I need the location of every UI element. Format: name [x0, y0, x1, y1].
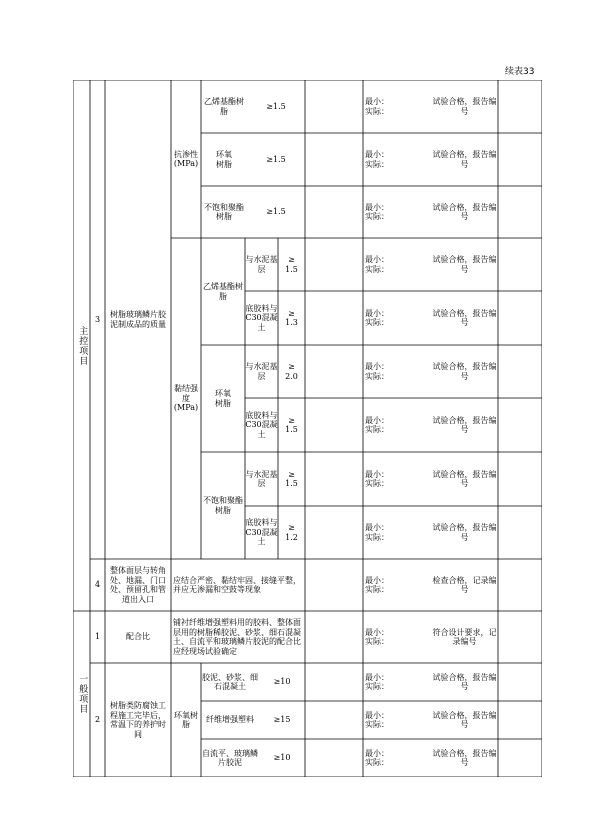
material-type: 自流平、玻璃鳞片胶泥: [202, 748, 258, 767]
resin-type: 环氧树脂: [174, 710, 198, 729]
substrate-type: 与水泥基层: [245, 255, 278, 274]
standard-value: ≥1.5: [266, 154, 286, 164]
result-text: 试验合格，报告编号: [432, 202, 497, 221]
measure-field: 最小： 实际：: [365, 362, 389, 381]
standard-value: ≥10: [273, 677, 291, 687]
standard-value: ≥15: [273, 715, 291, 725]
measure-field: 最小： 实际：: [365, 748, 389, 767]
substrate-type: 底胶料与C30混凝土: [245, 518, 278, 547]
result-text: 试验合格，报告编号: [432, 710, 497, 729]
standard-value: ≥ 1.5: [285, 415, 298, 434]
standard-value: ≥ 2.0: [285, 362, 298, 381]
result-text: 符合设计要求，记录编号: [432, 627, 497, 646]
result-text: 试验合格，报告编号: [432, 523, 497, 542]
item-name: 配合比: [126, 632, 150, 642]
result-text: 试验合格，报告编号: [432, 308, 497, 327]
result-text: 试验合格，报告编号: [432, 150, 497, 169]
substrate-type: 与水泥基层: [245, 469, 278, 488]
result-text: 检查合格，记录编号: [432, 575, 497, 594]
measure-field: 最小： 实际：: [365, 575, 389, 594]
item-name: 树脂玻璃鳞片胶泥制成品的质量: [110, 310, 166, 329]
standard-value: ≥10: [273, 753, 291, 763]
measure-field: 最小： 实际：: [365, 308, 389, 327]
resin-type: 乙烯基酯树脂: [203, 282, 243, 301]
general-section-label: 一般项目: [77, 674, 88, 714]
substrate-type: 底胶料与C30混凝土: [245, 303, 278, 332]
inspection-table: [73, 80, 542, 777]
standard-value: ≥ 1.5: [285, 469, 298, 488]
result-text: 试验合格，报告编号: [432, 415, 497, 434]
measure-field: 最小： 实际：: [365, 202, 389, 221]
result-text: 试验合格，报告编号: [432, 97, 497, 116]
substrate-type: 底胶料与C30混凝土: [245, 410, 278, 439]
standard-value: ≥ 1.2: [285, 523, 298, 542]
substrate-type: 与水泥基层: [245, 362, 278, 381]
item-name: 树脂类防腐蚀工程施工完毕后，常温下的养护时间: [110, 701, 166, 739]
adhesion-label: 黏结强度 (MPa): [173, 384, 199, 413]
standard-value: ≥ 1.3: [285, 308, 298, 327]
measure-field: 最小： 实际：: [365, 672, 389, 691]
measure-field: 最小： 实际：: [365, 150, 389, 169]
measure-field: 最小： 实际：: [365, 469, 389, 488]
measure-field: 最小： 实际：: [365, 415, 389, 434]
material-type: 胶泥、砂浆、细石混凝土: [202, 672, 258, 691]
result-text: 试验合格，报告编号: [432, 748, 497, 767]
standard-value: ≥ 1.5: [285, 255, 298, 274]
material-type: 纤维增强塑料: [206, 715, 254, 725]
item-name: 整体面层与转角处、地漏、门口处、预留孔和管道出入口: [110, 566, 166, 604]
measure-field: 最小： 实际：: [365, 627, 389, 646]
main-section-label: 主控项目: [77, 325, 88, 366]
requirement-text: 铺衬纤维增强塑料用的胶料、整体面层用的树脂稀胶泥、砂浆、细石混凝土、自流平和玻璃鳞片胶泥的配合比应经现场试验确定: [173, 618, 301, 656]
item-number: 3: [94, 314, 101, 324]
standard-value: ≥1.5: [266, 101, 286, 111]
resin-type: 乙烯基酯树脂: [204, 97, 244, 116]
item-number: 2: [94, 715, 101, 725]
item-number: 1: [94, 632, 101, 642]
measure-field: 最小： 实际：: [365, 523, 389, 542]
measure-field: 最小： 实际：: [365, 710, 389, 729]
result-text: 试验合格，报告编号: [432, 362, 497, 381]
resin-type: 环氧 树脂: [215, 389, 231, 408]
item-number: 4: [94, 580, 101, 590]
measure-field: 最小： 实际：: [365, 255, 389, 274]
impermeability-label: 抗渗性 (MPa): [173, 149, 199, 168]
resin-type: 环氧 树脂: [216, 150, 232, 169]
resin-type: 不饱和聚酯树脂: [204, 202, 244, 221]
result-text: 试验合格，报告编号: [432, 255, 497, 274]
requirement-text: 应结合严密、黏结牢固、接缝平整，并应无渗漏和空鼓等现象: [173, 575, 301, 594]
resin-type: 不饱和聚酯树脂: [203, 496, 243, 515]
continuation-label: 续表33: [505, 67, 535, 77]
measure-field: 最小： 实际：: [365, 97, 389, 116]
result-text: 试验合格，报告编号: [432, 672, 497, 691]
result-text: 试验合格，报告编号: [432, 469, 497, 488]
standard-value: ≥1.5: [266, 207, 286, 217]
